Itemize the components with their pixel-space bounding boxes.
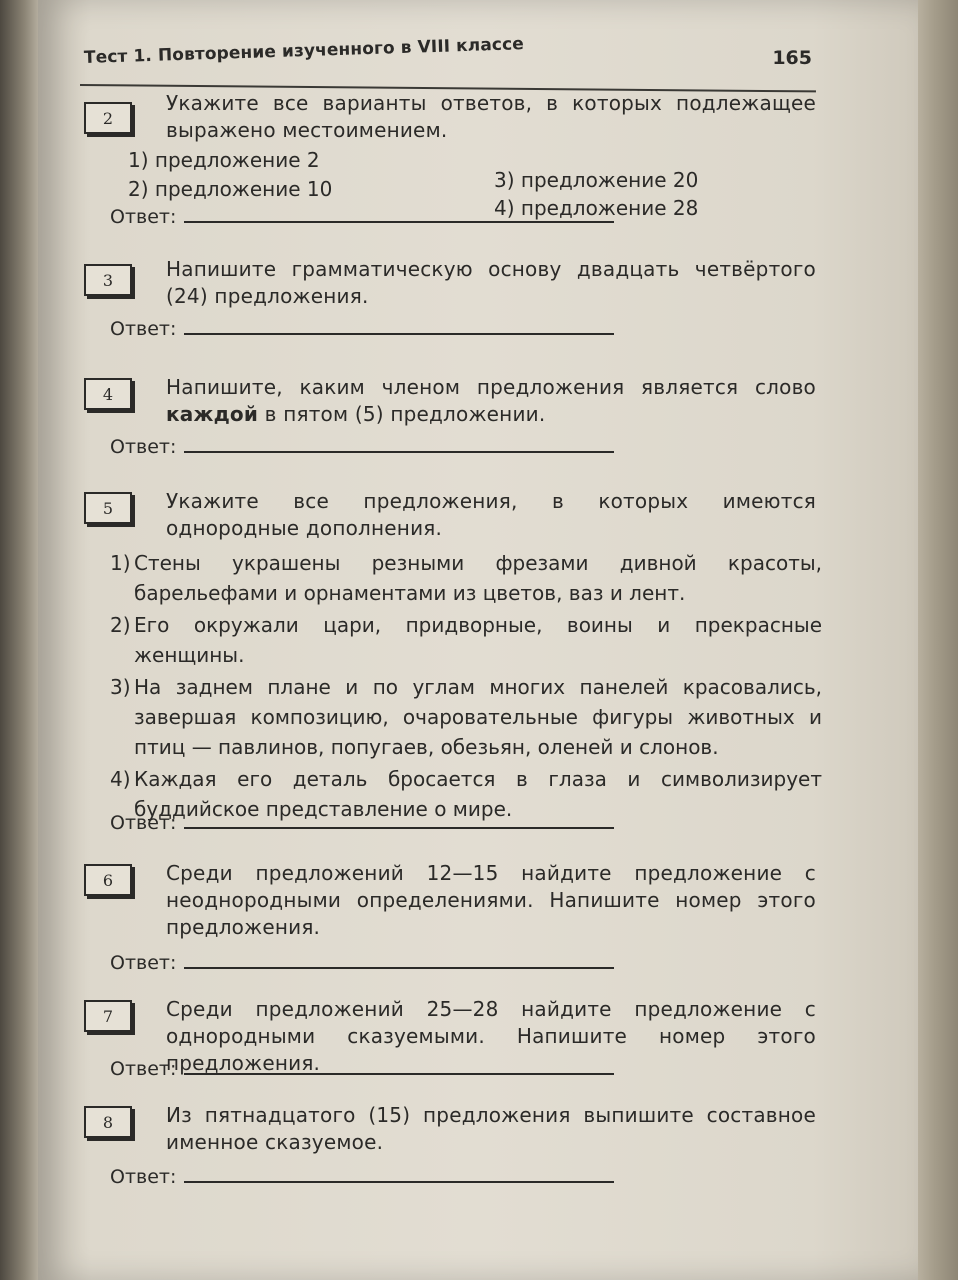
answer-line xyxy=(184,451,614,453)
option-2: 2) предложение 10 xyxy=(128,177,333,201)
task-3 xyxy=(84,257,824,356)
task-question: Укажите все предложения, в которых имеются однородные дополнения. xyxy=(166,489,816,540)
answer-line xyxy=(184,967,614,969)
task-2 xyxy=(84,91,824,248)
option-number: 4) xyxy=(110,767,131,791)
question-text-start: Напишите, каким членом предложения является слово xyxy=(166,375,816,399)
option-text: Каждая его деталь бросается в глаза и символизирует буддийское представление о мире. xyxy=(134,767,822,821)
task-4 xyxy=(84,374,824,470)
task-6 xyxy=(84,860,824,984)
answer-label: Ответ: xyxy=(110,436,177,458)
keyword-bold: каждой xyxy=(166,402,259,426)
option-number: 2) xyxy=(110,613,131,637)
option-1 xyxy=(110,548,822,608)
task-number-box: 3 xyxy=(84,264,132,296)
answer-line xyxy=(184,1073,614,1075)
task-question: Напишите грамматическую основу двадцать четвёртого (24) предложения. xyxy=(166,257,816,308)
answer-line xyxy=(184,333,614,335)
task-question xyxy=(166,374,816,428)
answer-field xyxy=(110,206,630,228)
task-number-box: 5 xyxy=(84,492,132,524)
option-text: Стены украшены резными фрезами дивной красоты, барельефами и орнаментами из цветов, ваз и лент. xyxy=(134,551,822,605)
task-7 xyxy=(84,996,824,1092)
book-spine-shadow xyxy=(0,0,40,1280)
options-list xyxy=(110,548,822,826)
option-3: 3) предложение 20 xyxy=(494,168,699,192)
task-8 xyxy=(84,1102,824,1202)
option-text: Его окружали цари, придворные, воины и прекрасные женщины. xyxy=(134,613,822,667)
answer-line xyxy=(184,827,614,829)
task-question: Среди предложений 12—15 найдите предложение с неоднородными определениями. Напишите номер этого предложения. xyxy=(166,861,816,939)
page-header xyxy=(80,28,820,88)
task-number-box: 4 xyxy=(84,378,132,410)
task-question: Из пятнадцатого (15) предложения выпишите составное именное сказуемое. xyxy=(166,1103,816,1154)
answer-label: Ответ: xyxy=(110,952,177,974)
option-number: 3) xyxy=(110,675,131,699)
option-text: На заднем плане и по углам многих панелей красовались, завершая композицию, очаровательные фигуры животных и птиц — павлинов, попугаев, обезьян, оленей и слонов. xyxy=(134,675,822,759)
answer-label: Ответ: xyxy=(110,206,177,228)
answer-field xyxy=(110,1166,630,1188)
task-number-box: 2 xyxy=(84,102,132,134)
answer-field xyxy=(110,436,630,458)
answer-field xyxy=(110,1058,630,1080)
answer-label: Ответ: xyxy=(110,812,177,834)
answer-field xyxy=(110,952,630,974)
option-1: 1) предложение 2 xyxy=(128,148,320,172)
page-stack-edge xyxy=(918,0,958,1280)
answer-label: Ответ: xyxy=(110,1166,177,1188)
option-number: 1) xyxy=(110,551,131,575)
answer-field xyxy=(110,318,630,340)
question-text-end: в пятом (5) предложении. xyxy=(258,402,546,426)
answer-line xyxy=(184,221,614,223)
running-title: Тест 1. Повторение изученного в VIII классе xyxy=(83,34,525,68)
task-question: Среди предложений 25—28 найдите предложение с однородными сказуемыми. Напишите номер этого предложения. xyxy=(166,997,816,1075)
task-number-box: 6 xyxy=(84,864,132,896)
option-2 xyxy=(110,610,822,670)
task-5 xyxy=(84,488,824,848)
answer-line xyxy=(184,1181,614,1183)
answer-label: Ответ: xyxy=(110,1058,177,1080)
option-4: 4) предложение 28 xyxy=(494,196,699,220)
task-question: Укажите все варианты ответов, в которых подлежащее выражено местоимением. xyxy=(166,91,816,142)
option-3 xyxy=(110,672,822,762)
page-number: 165 xyxy=(772,47,812,69)
answer-label: Ответ: xyxy=(110,318,177,340)
task-number-box: 7 xyxy=(84,1000,132,1032)
answer-field xyxy=(110,812,630,834)
task-number-box: 8 xyxy=(84,1106,132,1138)
